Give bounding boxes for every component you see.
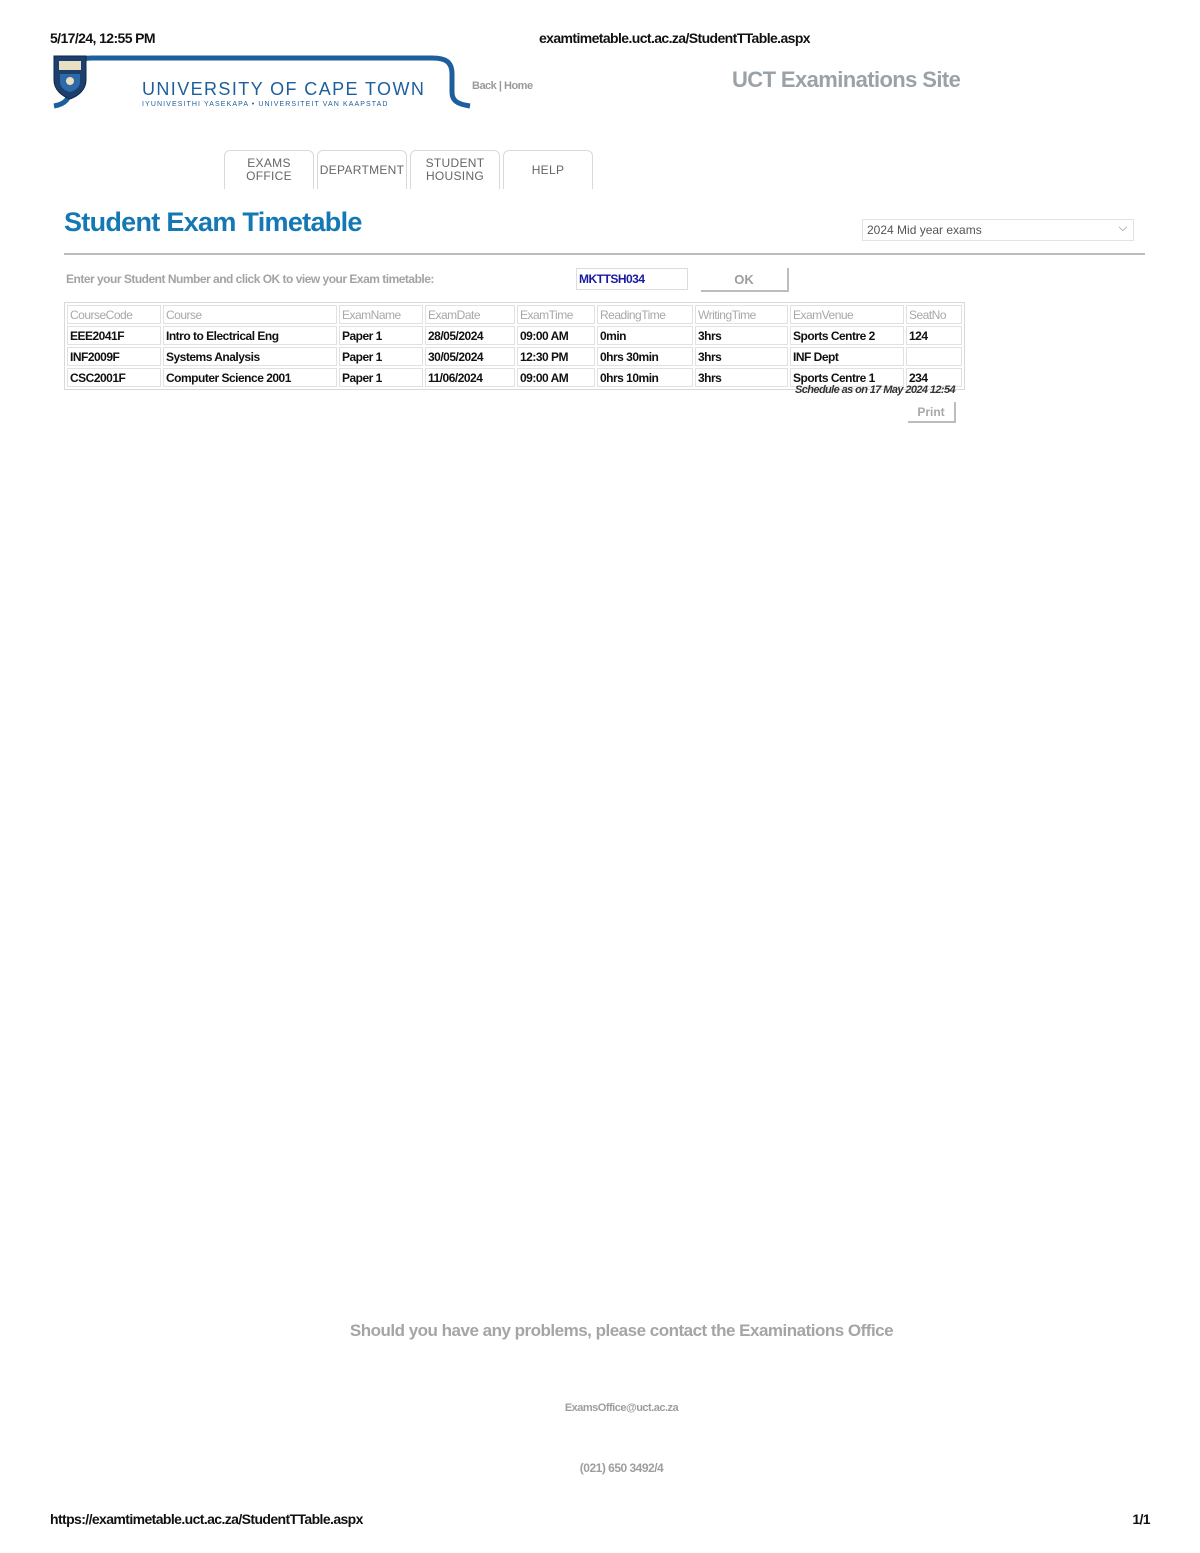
cell-exam-venue: Sports Centre 2	[790, 326, 904, 345]
col-writing-time: WritingTime	[695, 305, 788, 324]
university-subtitle: IYUNIVESITHI YASEKAPA • UNIVERSITEIT VAN KAAPSTAD	[142, 101, 389, 108]
page-number: 1/1	[1132, 1511, 1150, 1527]
university-name: UNIVERSITY OF CAPE TOWN	[142, 79, 426, 99]
col-course-code: CourseCode	[67, 305, 161, 324]
cell-reading-time: 0hrs 10min	[597, 368, 693, 387]
site-title: UCT Examinations Site	[732, 67, 961, 92]
cell-exam-name: Paper 1	[339, 368, 423, 387]
cell-course-code: CSC2001F	[67, 368, 161, 387]
col-course: Course	[163, 305, 337, 324]
back-link[interactable]: Back	[472, 80, 497, 92]
cell-writing-time: 3hrs	[695, 326, 788, 345]
print-button[interactable]: Print	[908, 402, 956, 423]
chevron-down-icon: ⌵	[1118, 222, 1127, 234]
header-divider	[64, 253, 1145, 255]
cell-exam-name: Paper 1	[339, 326, 423, 345]
cell-writing-time: 3hrs	[695, 347, 788, 366]
cell-seat-no: 234	[906, 368, 962, 387]
cell-seat-no: 124	[906, 326, 962, 345]
print-footer	[50, 1511, 1150, 1529]
cell-reading-time: 0min	[597, 326, 693, 345]
cell-course-code: EEE2041F	[67, 326, 161, 345]
cell-course: Computer Science 2001	[163, 368, 337, 387]
col-exam-venue: ExamVenue	[790, 305, 904, 324]
home-link[interactable]: Home	[504, 80, 533, 92]
uct-banner[interactable]	[52, 54, 472, 124]
cell-writing-time: 3hrs	[695, 368, 788, 387]
back-home-links	[472, 80, 533, 92]
ok-button[interactable]: OK	[701, 268, 789, 292]
tab-student-housing[interactable]: STUDENT HOUSING	[410, 150, 500, 189]
contact-phone: (021) 650 3492/4	[579, 1461, 664, 1475]
cell-exam-name: Paper 1	[339, 347, 423, 366]
tab-department[interactable]: DEPARTMENT	[317, 150, 407, 189]
cell-course: Systems Analysis	[163, 347, 337, 366]
col-seat-no: SeatNo	[906, 305, 962, 324]
tab-exams-office[interactable]: EXAMS OFFICE	[224, 150, 314, 189]
cell-exam-date: 28/05/2024	[425, 326, 515, 345]
cell-exam-time: 09:00 AM	[517, 326, 595, 345]
col-exam-date: ExamDate	[425, 305, 515, 324]
col-exam-name: ExamName	[339, 305, 423, 324]
link-separator: |	[498, 80, 502, 92]
col-reading-time: ReadingTime	[597, 305, 693, 324]
col-exam-time: ExamTime	[517, 305, 595, 324]
cell-exam-date: 11/06/2024	[425, 368, 515, 387]
print-header	[50, 30, 1150, 48]
cell-course-code: INF2009F	[67, 347, 161, 366]
cell-exam-time: 09:00 AM	[517, 368, 595, 387]
cell-reading-time: 0hrs 30min	[597, 347, 693, 366]
print-url: examtimetable.uct.ac.za/StudentTTable.aspx	[539, 30, 810, 46]
uct-shield-icon	[52, 54, 88, 100]
print-date: 5/17/24, 12:55 PM	[50, 30, 155, 46]
table-header-row	[67, 305, 962, 324]
student-number-prompt: Enter your Student Number and click OK to view your Exam timetable:	[66, 272, 434, 286]
table-row	[67, 326, 962, 345]
student-number-input[interactable]	[576, 268, 688, 290]
cell-exam-venue: INF Dept	[790, 347, 904, 366]
nav-tabs	[224, 150, 596, 189]
cell-exam-venue: Sports Centre 1	[790, 368, 904, 387]
print-footer-url: https://examtimetable.uct.ac.za/StudentTTable.aspx	[50, 1511, 363, 1527]
schedule-timestamp: Schedule as on 17 May 2024 12:54	[795, 384, 955, 396]
contact-email	[0, 1402, 1200, 1414]
exam-period-value: 2024 Mid year exams	[867, 223, 982, 237]
cell-exam-time: 12:30 PM	[517, 347, 595, 366]
contact-heading: Should you have any problems, please contact the Examinations Office	[349, 1321, 894, 1340]
email-link[interactable]: ExamsOffice@uct.ac.za	[564, 1402, 679, 1414]
exam-period-select[interactable]	[862, 219, 1134, 241]
cell-course: Intro to Electrical Eng	[163, 326, 337, 345]
cell-seat-no	[906, 347, 962, 366]
page-title: Student Exam Timetable	[64, 207, 362, 237]
tab-help[interactable]: HELP	[503, 150, 593, 189]
table-row	[67, 347, 962, 366]
exam-timetable	[64, 302, 965, 390]
cell-exam-date: 30/05/2024	[425, 347, 515, 366]
